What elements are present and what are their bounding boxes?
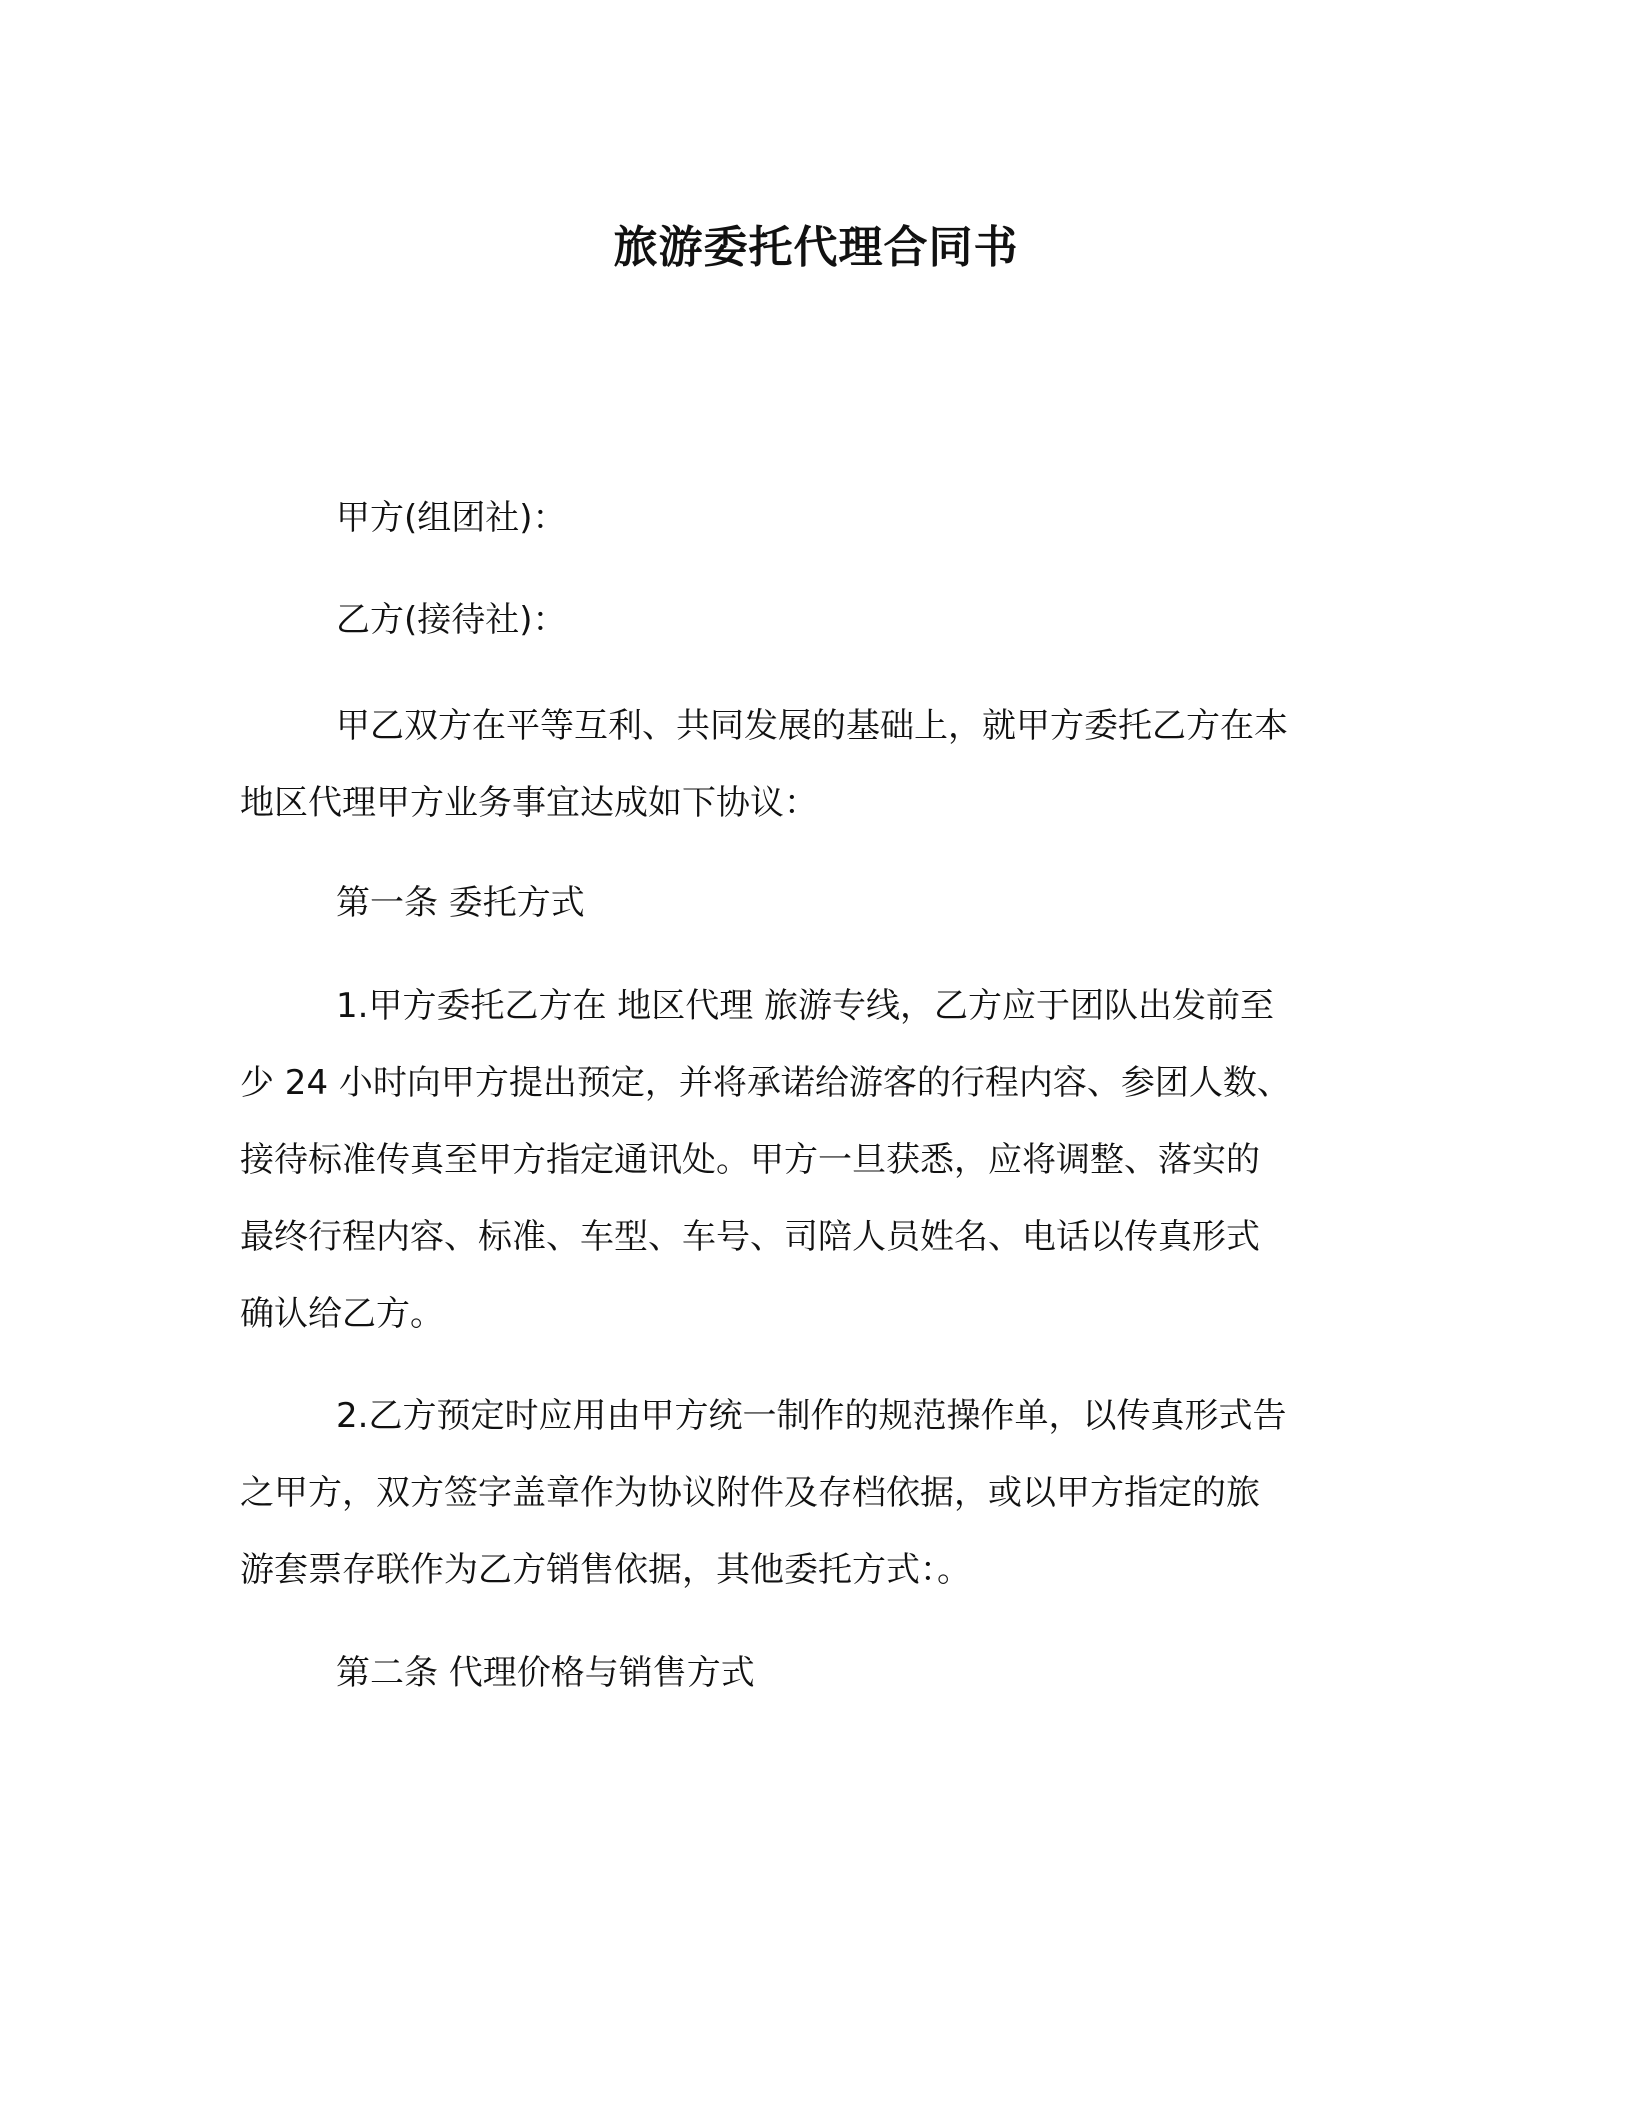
clause-1-line-3: 接待标准传真至甲方指定通讯处。甲方一旦获悉，应将调整、落实的: [240, 1140, 1260, 1180]
clause-2-line-3: 游套票存联作为乙方销售依据，其他委托方式：。: [240, 1550, 971, 1590]
article-2-heading: 第二条 代理价格与销售方式: [336, 1653, 755, 1693]
intro-line-1: 甲乙双方在平等互利、共同发展的基础上，就甲方委托乙方在本: [336, 706, 1288, 746]
party-a-line: 甲方(组团社)：: [336, 498, 567, 538]
clause-1-line-2: 少 24 小时向甲方提出预定，并将承诺给游客的行程内容、参团人数、: [240, 1063, 1291, 1103]
party-b-line: 乙方(接待社)：: [336, 600, 567, 640]
clause-2-line-1: 2.乙方预定时应用由甲方统一制作的规范操作单，以传真形式告: [336, 1396, 1287, 1436]
clause-1-line-4: 最终行程内容、标准、车型、车号、司陪人员姓名、电话以传真形式: [240, 1217, 1260, 1257]
document-title: 旅游委托代理合同书: [613, 222, 1019, 273]
clause-2-line-2: 之甲方，双方签字盖章作为协议附件及存档依据，或以甲方指定的旅: [240, 1473, 1260, 1513]
clause-1-line-5: 确认给乙方。: [240, 1294, 444, 1334]
intro-line-2: 地区代理甲方业务事宜达成如下协议：: [240, 783, 818, 823]
clause-1-line-1: 1.甲方委托乙方在 地区代理 旅游专线，乙方应于团队出发前至: [336, 986, 1275, 1026]
article-1-heading: 第一条 委托方式: [336, 883, 585, 923]
